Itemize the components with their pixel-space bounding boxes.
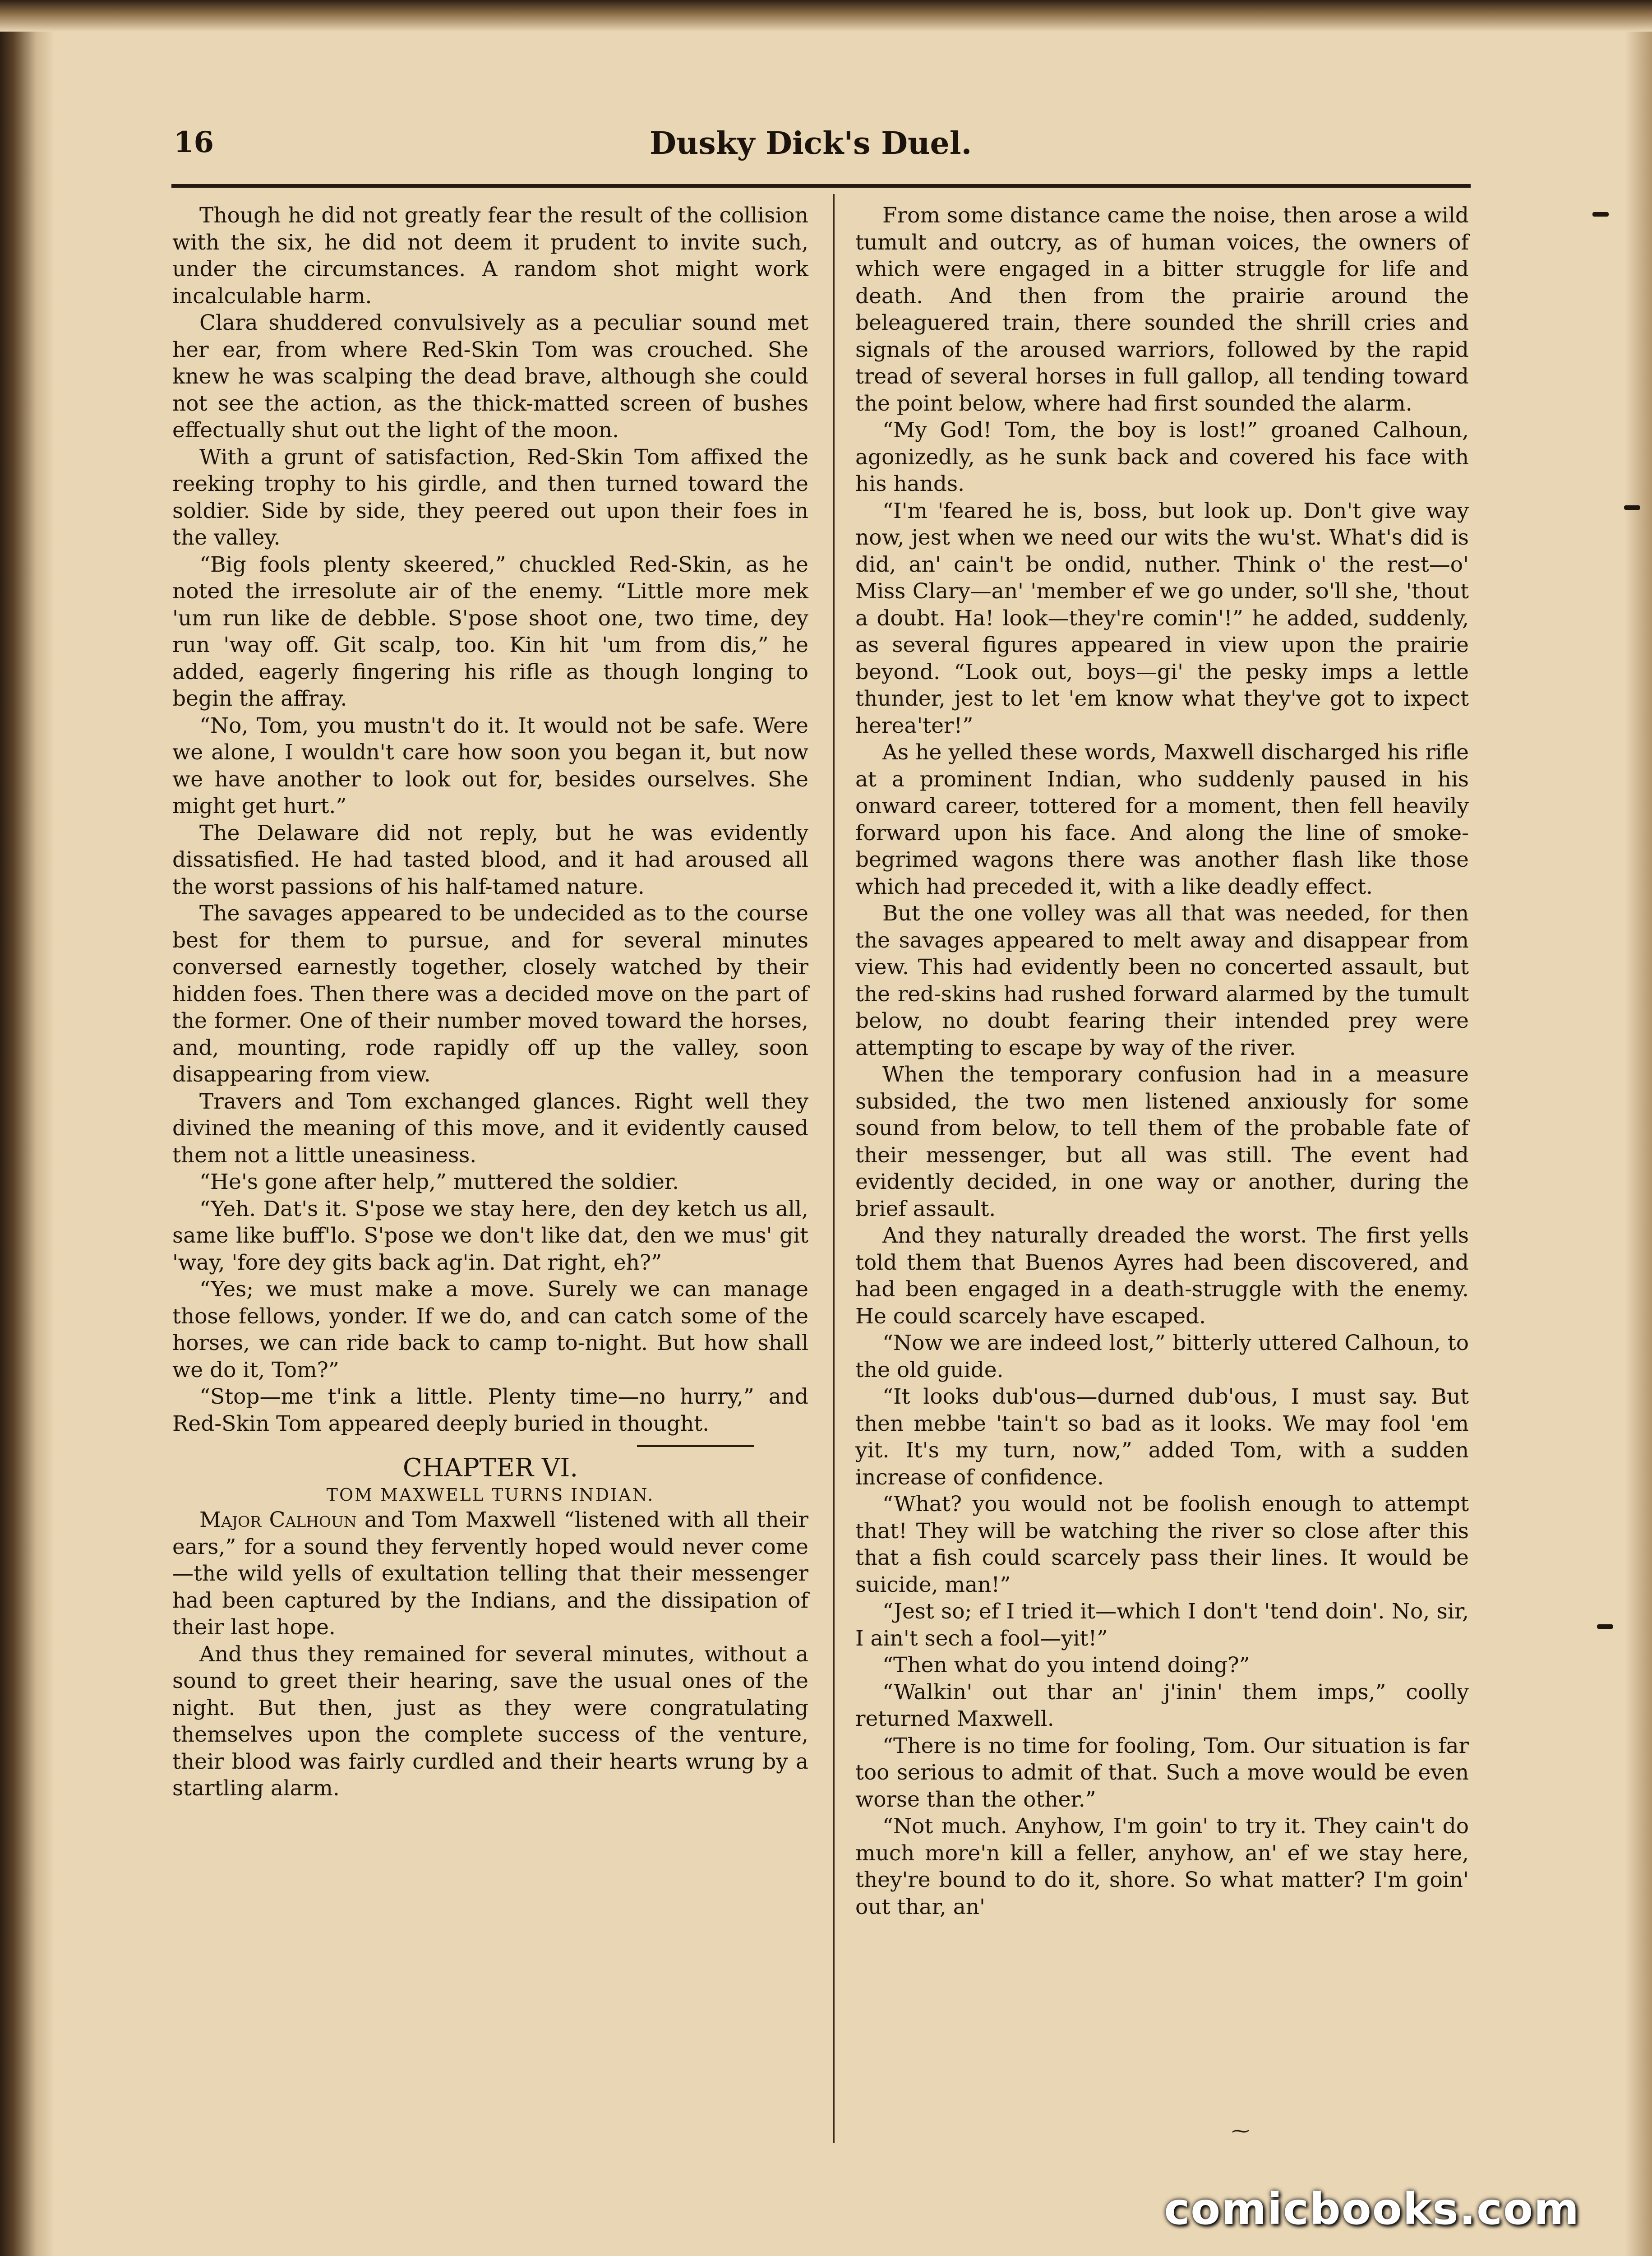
right-column (833, 202, 1469, 1920)
paragraph: “Yes; we must make a move. Surely we can manage those fellows, yonder. If we do, and can catch some of the horses, we can ride back to camp to-night. But how shall we do it, Tom?” (172, 1277, 808, 1382)
header-rule (171, 184, 1471, 188)
paragraph: The Delaware did not reply, but he was evidently dissatisfied. He had tasted blood, and it had aroused all the worst passions of his half-tamed nature. (172, 820, 808, 899)
paragraph: “Walkin' out thar an' j'inin' them imps,” coolly returned Maxwell. (855, 1679, 1469, 1731)
paragraph: And they naturally dreaded the worst. The first yells told them that Buenos Ayres had been discovered, and had been engaged in a death-struggle with the enemy. He could scarcely have escaped. (855, 1223, 1469, 1329)
page-left-edge-shadow (0, 0, 54, 2256)
printer-mark: ⁓ (1232, 2121, 1250, 2141)
paragraph: With a grunt of satisfaction, Red-Skin Tom affixed the reeking trophy to his girdle, and then turned toward the soldier. Side by side, they peered out upon their foes in the valley. (172, 444, 808, 550)
paragraph: “Now we are indeed lost,” bitterly uttered Calhoun, to the old guide. (855, 1331, 1469, 1382)
paragraph: “What? you would not be foolish enough to attempt that! They will be watching the river so close after this that a fish could scarcely pass their lines. It would be suicide, man!” (855, 1492, 1469, 1597)
paragraph: “Not much. Anyhow, I'm goin' to try it. They cain't do much more'n kill a feller, anyhow, an' ef we stay here, they're bound to do it, shore. So what matter? I'm goin' out thar, an' (855, 1814, 1469, 1919)
paragraph: As he yelled these words, Maxwell discharged his rifle at a prominent Indian, who suddenly paused in his onward career, tottered for a moment, then fell heavily forward upon his face. And along the line of smoke-begrimed wagons there was another flash like those which had preceded it, with a like deadly effect. (855, 740, 1469, 899)
paragraph: Though he did not greatly fear the result of the collision with the six, he did not deem it prudent to invite such, under the circumstances. A random shot might work incalculable harm. (172, 203, 808, 309)
paragraph: From some distance came the noise, then arose a wild tumult and outcry, as of human voices, the owners of which were engaged in a bitter struggle for life and death. And then from the prairie around the beleaguered train, there sounded the shrill cries and signals of the aroused warriors, followed by the rapid tread of several horses in full gallop, all tending toward the point below, where had first sounded the alarm. (855, 203, 1469, 416)
paragraph: “He's gone after help,” muttered the soldier. (199, 1170, 679, 1194)
lead-smallcaps: Major Calhoun (199, 1507, 357, 1532)
paragraph: “Big fools plenty skeered,” chuckled Red-Skin, as he noted the irresolute air of the enemy. “Little more mek 'um run like de debble. S'pose shoot one, two time, dey run 'way off. Git scalp, too. Kin hit 'um from dis,” he added, eagerly fingering his rifle as though longing to begin the affray. (172, 552, 808, 711)
paragraph: “Then what do you intend doing?” (882, 1653, 1250, 1678)
paragraph: Travers and Tom exchanged glances. Right well they divined the meaning of this move, and it evidently caused them not a little uneasiness. (172, 1089, 808, 1168)
running-title: Dusky Dick's Duel. (650, 125, 972, 162)
chapter-heading: CHAPTER VI. (402, 1453, 578, 1483)
paragraph: “Yeh. Dat's it. S'pose we stay here, den dey ketch us all, same like buff'lo. S'pose we don't like dat, den we mus' git 'way, 'fore dey gits back ag'in. Dat right, eh?” (172, 1196, 808, 1275)
paragraph: Clara shuddered convulsively as a peculiar sound met her ear, from where Red-Skin Tom was crouched. She knew he was scalping the dead brave, although she could not see the action, as the thick-matted screen of bushes effectually shut out the light of the moon. (172, 310, 808, 443)
paragraph: When the temporary confusion had in a measure subsided, the two men listened anxiously for some sound from below, to tell them of the probable fate of their messenger, but all was still. The event had evidently decided, in one way or another, during the brief assault. (855, 1062, 1469, 1221)
paragraph: “My God! Tom, the boy is lost!” groaned Calhoun, agonizedly, as he sunk back and covered his face with his hands. (855, 418, 1469, 496)
paragraph: “There is no time for fooling, Tom. Our situation is far too serious to admit of that. Such a move would be even worse than the other.” (855, 1733, 1469, 1812)
chapter-subtitle: TOM MAXWELL TURNS INDIAN. (326, 1485, 655, 1505)
chapter-lead-paragraph (172, 1507, 808, 1641)
paragraph: But the one volley was all that was needed, for then the savages appeared to melt away and disappear from view. This had evidently been no concerted assault, but the red-skins had rushed forward alarmed by the tumult below, no doubt fearing their intended prey were attempting to escape by way of the river. (855, 901, 1469, 1060)
chapter-block (172, 1445, 808, 1507)
lead-rest: and Tom Maxwell “listened with all their ears,” for a sound they fervently hoped would never come—the wild yells of exultation telling that their messenger had been captured by the Indians, and the dissipation of their last hope. (172, 1507, 808, 1640)
paragraph: “It looks dub'ous—durned dub'ous, I must say. But then mebbe 'tain't so bad as it looks. We may fool 'em yit. It's my turn, now,” added Tom, with a sudden increase of confidence. (855, 1384, 1469, 1490)
paragraph: “No, Tom, you mustn't do it. It would not be safe. Were we alone, I wouldn't care how soon you began it, but now we have another to look out for, besides ourselves. She might get hurt.” (172, 713, 808, 818)
paragraph: “Jest so; ef I tried it—which I don't 'tend doin'. No, sir, I ain't sech a fool—yit!” (855, 1599, 1469, 1651)
paragraph: And thus they remained for several minutes, without a sound to greet their hearing, save the usual ones of the night. But then, just as they were congratulating themselves upon the complete success of the venture, their blood was fairly curdled and their hearts wrung by a startling alarm. (172, 1641, 808, 1801)
margin-mark (1624, 505, 1640, 510)
margin-mark (1592, 212, 1609, 217)
site-watermark[interactable]: comicbooks.com (1164, 2184, 1580, 2234)
paragraph: The savages appeared to be undecided as to the course best for them to pursue, and for several minutes conversed earnestly together, closely watched by their hidden foes. Then there was a decided move on the part of the former. One of their number moved toward the horses, and, mounting, rode rapidly off up the valley, soon disappearing from view. (172, 901, 808, 1087)
chapter-rule (637, 1445, 754, 1447)
paragraph: “I'm 'feared he is, boss, but look up. Don't give way now, jest when we need our wits the wu'st. What's did is did, an' cain't be ondid, nuther. Think o' the rest—o' Miss Clary—an' 'member ef we go under, so'll she, 'thout a doubt. Ha! look—they're comin'!” he added, suddenly, as several figures appeared in view upon the prairie beyond. “Look out, boys—gi' the pesky imps a lettle thunder, jest to let 'em know what they've got to ixpect herea'ter!” (855, 498, 1469, 738)
margin-mark (1597, 1624, 1613, 1629)
left-column (172, 202, 808, 1802)
page-top-shadow (0, 0, 1652, 32)
page-number: 16 (174, 125, 214, 159)
page-right-edge (1625, 0, 1652, 2256)
paragraph: “Stop—me t'ink a little. Plenty time—no hurry,” and Red-Skin Tom appeared deeply buried in thought. (172, 1384, 808, 1436)
